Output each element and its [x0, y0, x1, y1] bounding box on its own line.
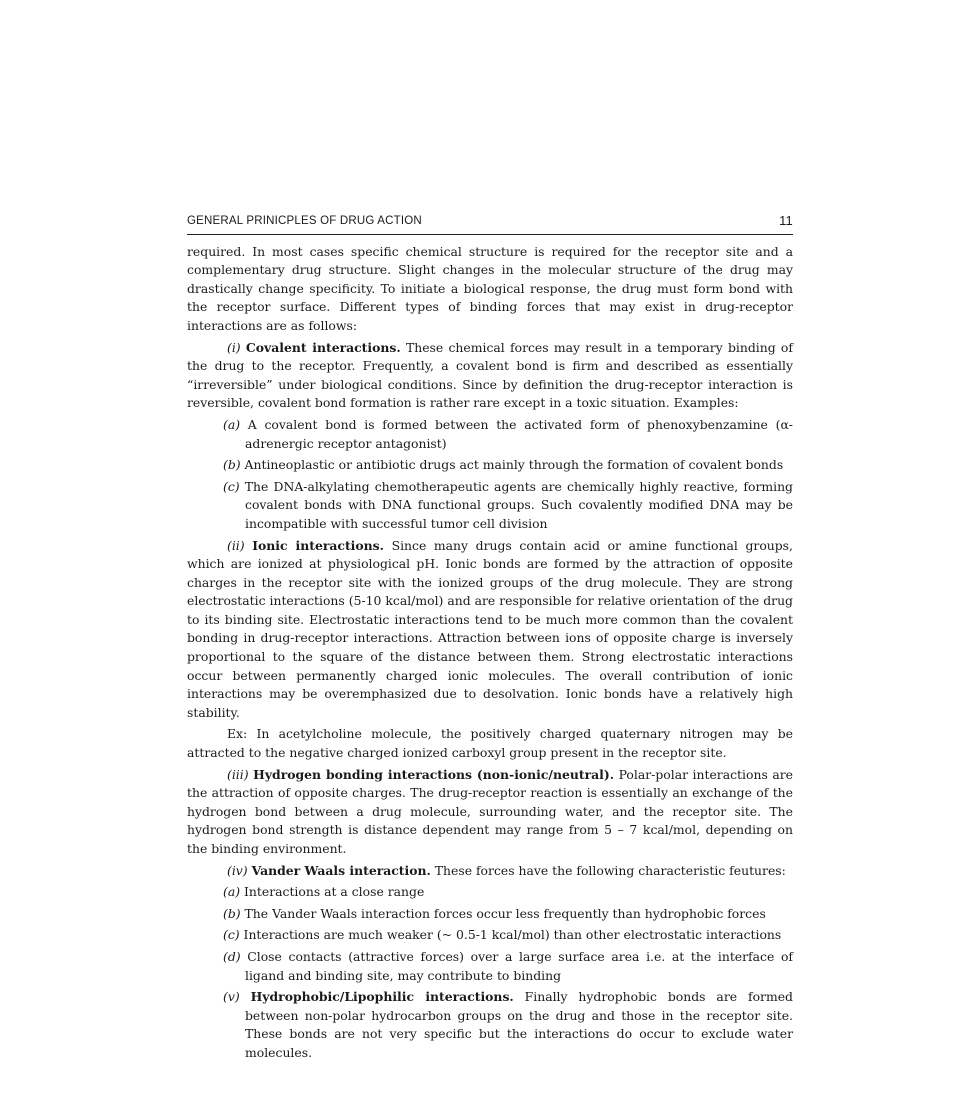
list-item-text: A covalent bond is formed between the activated form of phenoxybenzamine (α-adrenergic receptor antagonist) — [240, 416, 793, 451]
ionic-example-paragraph: Ex: In acetylcholine molecule, the positively charged quaternary nitrogen may be attracted to the negative charged ionized carboxyl group present in the receptor site. — [187, 726, 793, 761]
list-item — [223, 478, 793, 534]
ionic-text: Since many drugs contain acid or amine functional groups, which are ionized at physiological pH. Ionic bonds are formed by the attraction of opposite charges in the receptor site with the ionized groups of the drug molecule. They are strong electrostatic interactions (5-10 kcal/mol) and are responsible for relative orientation of the drug to its binding site. Electrostatic interactions tend to be much more common than the covalent bonding in drug-receptor interactions. Attraction between ions of opposite charge is inversely proportional to the square of the distance between them. Strong electrostatic interactions occur between permanently charged ionic molecules. The overall contribution of ionic interactions may be overemphasized due to desolvation. Ionic bonds have a relatively high stability. — [187, 537, 793, 720]
covalent-number: (i) — [227, 339, 241, 355]
running-title: GENERAL PRINICPLES OF DRUG ACTION — [187, 215, 422, 227]
document-page — [187, 212, 793, 1066]
list-item-text: Interactions at a close range — [240, 884, 425, 900]
list-item — [223, 926, 793, 945]
covalent-text: These chemical forces may result in a temporary binding of the drug to the receptor. Frequently, a covalent bond is firm and described as essentially “irreversible” under biological conditions. Since by definition the drug-receptor interaction is reversible, covalent bond formation is rather rare except in a toxic situation. Examples: — [187, 339, 793, 411]
vanderwaals-paragraph — [187, 862, 793, 881]
list-item-text: Close contacts (attractive forces) over a large surface area i.e. at the interface of ligand and binding site, may contribute to binding — [240, 948, 793, 983]
hydrogen-heading: Hydrogen bonding interactions (non-ionic/neutral). — [253, 766, 615, 782]
hydrophobic-list — [187, 988, 793, 1062]
page-number: 11 — [779, 213, 793, 228]
list-item-number: (d) — [223, 948, 241, 964]
list-item — [223, 456, 793, 475]
vanderwaals-number: (iv) — [227, 862, 248, 878]
covalent-heading: Covalent interactions. — [245, 339, 401, 355]
covalent-examples-list — [187, 416, 793, 534]
list-item-number: (b) — [223, 457, 241, 473]
list-item-text: The Vander Waals interaction forces occur less frequently than hydrophobic forces — [240, 905, 766, 921]
list-item-number: (b) — [223, 905, 241, 921]
list-item-text: Interactions are much weaker (~ 0.5-1 kcal/mol) than other electrostatic interactions — [239, 927, 782, 943]
covalent-paragraph — [187, 339, 793, 413]
list-item — [223, 948, 793, 985]
vanderwaals-heading: Vander Waals interaction. — [251, 862, 431, 878]
hydrophobic-heading: Hydrophobic/Lipophilic interactions. — [250, 989, 514, 1005]
list-item — [223, 416, 793, 453]
hydrogen-paragraph — [187, 766, 793, 859]
hydrophobic-number: (v) — [223, 989, 240, 1005]
ionic-heading: Ionic interactions. — [252, 537, 384, 553]
list-item-number: (c) — [223, 927, 240, 943]
hydrophobic-text: Finally hydrophobic bonds are formed between non-polar hydrocarbon groups on the drug and those in the receptor site. These bonds are not very specific but the interactions do occur to exclude water molecules. — [245, 989, 793, 1060]
vanderwaals-features-list — [187, 883, 793, 985]
vanderwaals-text: These forces have the following characteristic feutures: — [430, 862, 786, 878]
list-item — [223, 883, 793, 902]
running-header — [187, 212, 793, 235]
list-item — [223, 905, 793, 924]
list-item-text: Antineoplastic or antibiotic drugs act mainly through the formation of covalent bonds — [240, 457, 784, 473]
list-item-number: (a) — [223, 416, 241, 432]
ionic-number: (ii) — [227, 537, 245, 553]
list-item-number: (c) — [223, 478, 240, 494]
hydrophobic-item — [223, 988, 793, 1062]
hydrogen-number: (iii) — [227, 766, 249, 782]
intro-paragraph: required. In most cases specific chemical structure is required for the receptor site and a complementary drug structure. Slight changes in the molecular structure of the drug may drastically change specificity. To initiate a biological response, the drug must form bond with the receptor surface. Different types of binding forces that may exist in drug-receptor interactions are as follows: — [187, 243, 793, 333]
list-item-number: (a) — [223, 884, 241, 900]
ionic-paragraph — [187, 537, 793, 723]
hydrogen-text: Polar-polar interactions are the attraction of opposite charges. The drug-receptor reaction is essentially an exchange of the hydrogen bond between a drug molecule, surrounding water, and the receptor site. The hydrogen bond strength is distance dependent may range from 5 – 7 kcal/mol, depending on the binding environment. — [187, 766, 793, 856]
list-item-text: The DNA-alkylating chemotherapeutic agents are chemically highly reactive, forming covalent bonds with DNA functional groups. Such covalently modified DNA may be incompatible with successful tumor cell division — [239, 478, 793, 531]
